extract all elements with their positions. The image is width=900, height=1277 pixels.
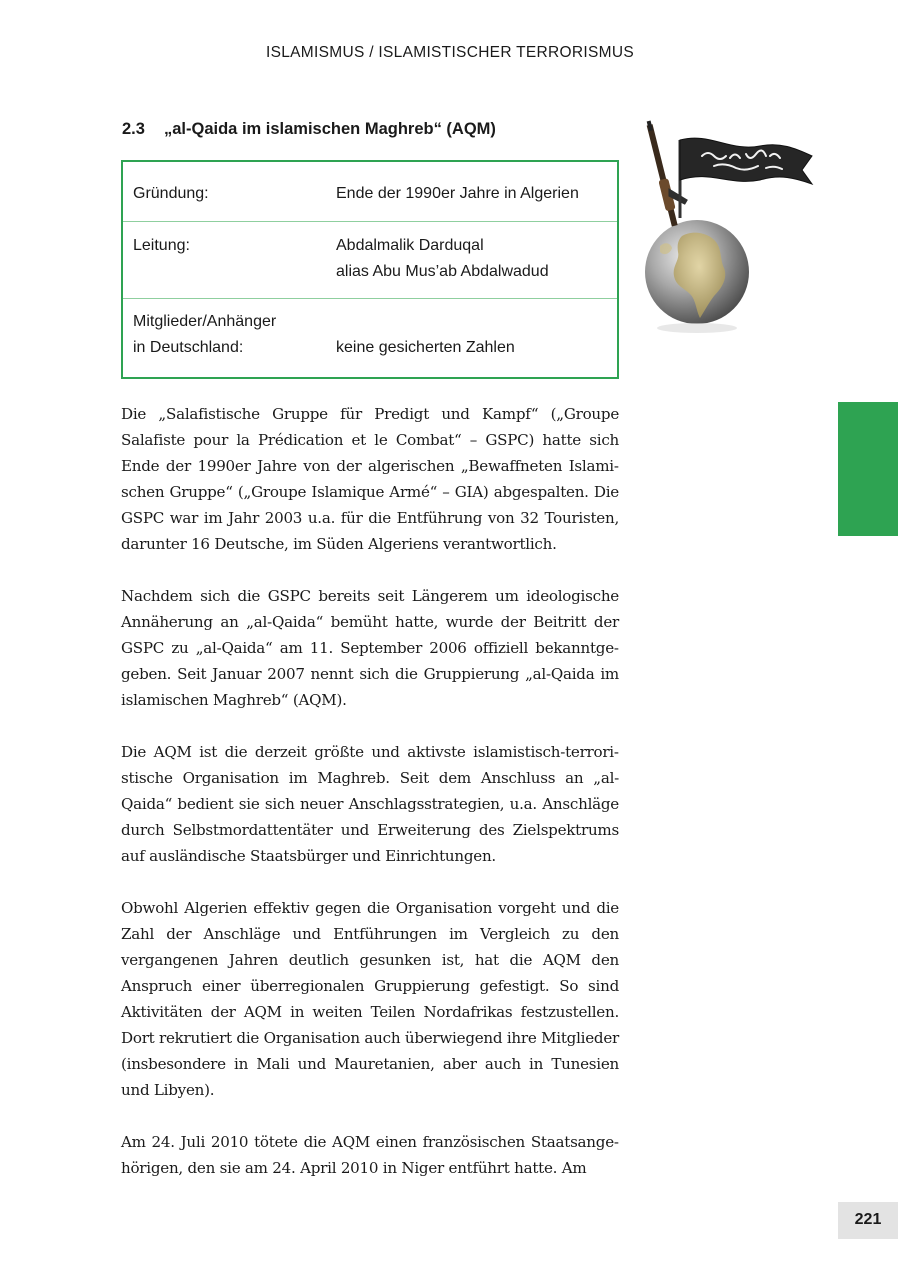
paragraph: Nachdem sich die GSPC bereits seit Längerem um ideologische Annäherung an „al-Qaida“ bemüht hatte, wurde der Beitritt der GSPC zu „al-Qaida“ am 11. September 2006 offiziell bekanntgegeben. Seit Januar 2007 nennt sich die Gruppierung „al-Qaida im islamischen Maghreb“ (AQM). bbox=[121, 587, 619, 709]
section-title: „al-Qaida im islamischen Maghreb“ (AQM) bbox=[164, 120, 496, 138]
fact-label-line: Mitglieder/Anhänger bbox=[133, 313, 277, 330]
fact-value-line: Ende der 1990er Jahre in Algerien bbox=[336, 185, 579, 202]
section-heading bbox=[122, 120, 496, 139]
fact-value-line: keine gesicherten Zahlen bbox=[336, 339, 515, 356]
fact-label bbox=[133, 233, 190, 259]
fact-row-gruendung bbox=[123, 162, 617, 222]
page-number: 221 bbox=[838, 1202, 898, 1239]
paragraph: Am 24. Juli 2010 tötete die AQM einen französischen Staatsangehörigen, den sie am 24. April 2010 in Niger entführt hatte. Am bbox=[121, 1133, 619, 1177]
fact-value bbox=[336, 181, 579, 207]
fact-value bbox=[336, 233, 549, 285]
fact-label-line: Gründung: bbox=[133, 185, 209, 202]
running-head: ISLAMISMUS / ISLAMISTISCHER TERRORISMUS bbox=[266, 44, 634, 61]
fact-row-mitglieder bbox=[123, 299, 617, 377]
fact-box bbox=[121, 160, 619, 379]
chapter-tab-marker bbox=[838, 402, 898, 536]
section-number: 2.3 bbox=[122, 120, 145, 138]
fact-value bbox=[336, 335, 515, 361]
fact-label-line: in Deutschland: bbox=[133, 339, 244, 356]
body-text bbox=[121, 401, 619, 1181]
paragraph: Obwohl Algerien effektiv gegen die Organisation vorgeht und die Zahl der Anschläge und Entführungen im Vergleich zu den vergangenen Jahren deutlich gesunken ist, hat die AQM den Anspruch einer überregionalen Gruppierung gefestigt. So sind Aktivitäten der AQM in weiten Teilen Nordafrikas festzustellen. Dort rekrutiert die Organisation auch überwiegend ihre Mitglieder (insbesondere in Mali und Mauretanien, aber auch in Tunesien und Libyen). bbox=[121, 899, 619, 1099]
fact-value-line: Abdalmalik Darduqal bbox=[336, 237, 484, 254]
fact-row-leitung bbox=[123, 222, 617, 299]
fact-label bbox=[133, 309, 276, 361]
fact-label bbox=[133, 181, 209, 207]
paragraph: Die AQM ist die derzeit größte und aktivste islamistisch-terroristische Organisation im Maghreb. Seit dem Anschluss an „al-Qaida“ bedient sie sich neuer Anschlagsstrategien, u.a. Anschläge durch Selbstmordattentäter und Erweiterung des Zielspektrums auf ausländische Staatsbürger und Einrichtungen. bbox=[121, 743, 619, 865]
fact-label-line: Leitung: bbox=[133, 237, 190, 254]
flag-rifle-globe-icon bbox=[630, 118, 820, 343]
paragraph: Die „Salafistische Gruppe für Predigt und Kampf“ („Groupe Salafiste pour la Prédication et le Combat“ – GSPC) hatte sich Ende der 1990er Jahre von der algerischen „Bewaffneten Islamischen Gruppe“ („Groupe Islamique Armé“ – GIA) abgespalten. Die GSPC war im Jahr 2003 u.a. für die Entführung von 32 Touristen, darunter 16 Deutsche, im Süden Algeriens verantwortlich. bbox=[121, 405, 619, 553]
fact-value-line: alias Abu Mus’ab Abdalwadud bbox=[336, 263, 549, 280]
